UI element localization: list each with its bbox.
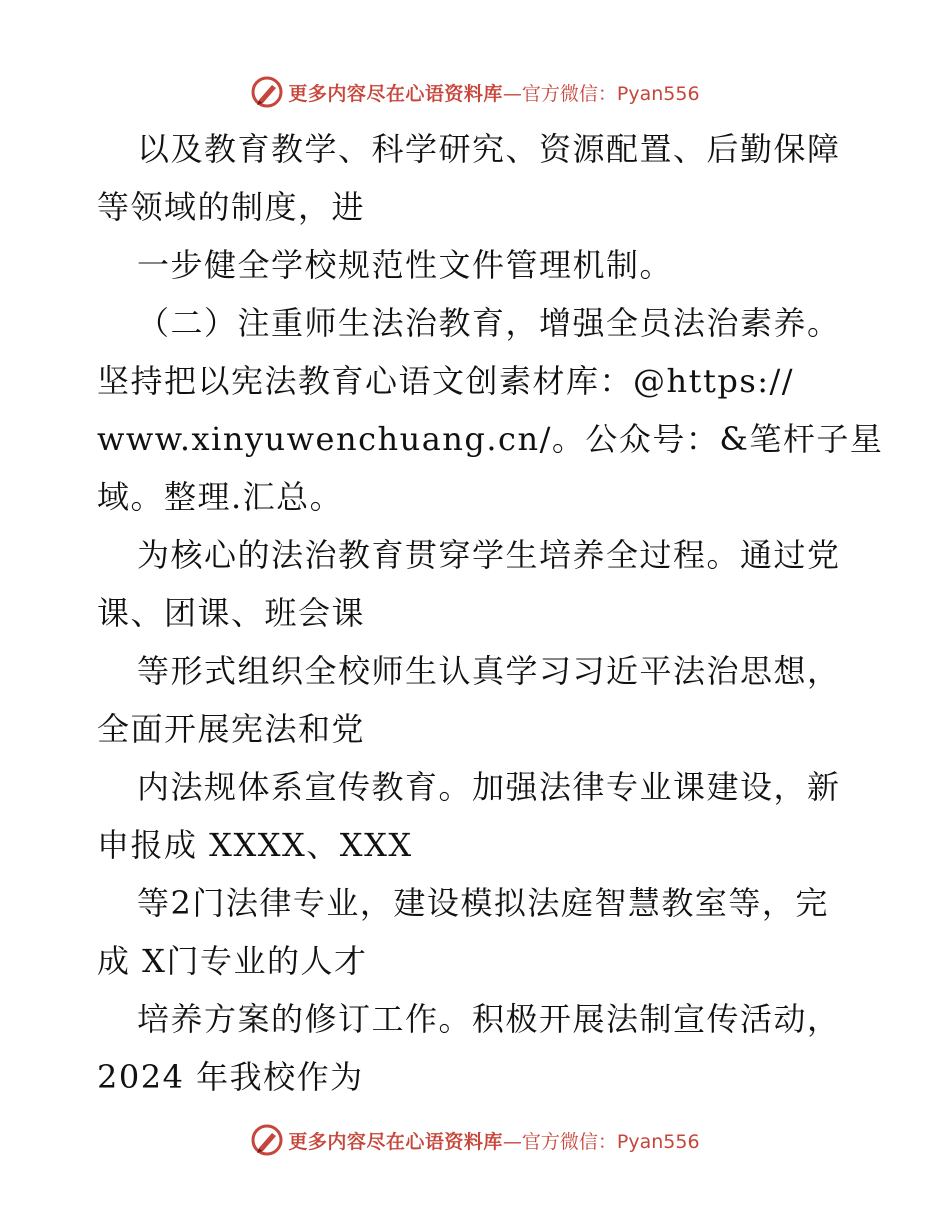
pen-logo-icon	[250, 75, 284, 109]
body-line: 一步健全学校规范性文件管理机制。	[137, 246, 674, 284]
body-line: 内法规体系宣传教育。加强法律专业课建设，新	[137, 768, 841, 806]
footer-watermark	[0, 1120, 950, 1160]
body-line: 2024 年我校作为	[97, 1058, 364, 1096]
section-heading-line: （二）注重师生法治教育，增强全员法治素养。	[137, 304, 841, 342]
body-line: 成 X门专业的人才	[97, 942, 368, 980]
body-line: www.xinyuwenchuang.cn/。公众号：&笔杆子星	[97, 420, 884, 458]
document-body	[97, 120, 884, 1106]
header-watermark-sub: —官方微信：Pyan556	[502, 82, 700, 105]
body-line: 坚持把以宪法教育心语文创素材库：@https://	[97, 362, 795, 400]
header-watermark	[0, 72, 950, 112]
body-line: 培养方案的修订工作。积极开展法制宣传活动，	[137, 1000, 841, 1038]
body-line: 课、团课、班会课	[97, 594, 366, 632]
body-line: 以及教育教学、科学研究、资源配置、后勤保障	[137, 130, 841, 168]
footer-watermark-sub: —官方微信：Pyan556	[502, 1130, 700, 1153]
header-watermark-main: 更多内容尽在心语资料库	[288, 82, 503, 105]
body-line: 域。整理.汇总。	[97, 478, 344, 516]
body-line: 为核心的法治教育贯穿学生培养全过程。通过党	[137, 536, 841, 574]
body-line: 等形式组织全校师生认真学习习近平法治思想，	[137, 652, 841, 690]
body-line: 等2门法律专业，建设模拟法庭智慧教室等，完	[137, 884, 829, 922]
footer-watermark-main: 更多内容尽在心语资料库	[288, 1130, 503, 1153]
body-line: 等领域的制度，进	[97, 188, 366, 226]
body-line: 申报成 XXXX、XXX	[97, 826, 413, 864]
body-line: 全面开展宪法和党	[97, 710, 366, 748]
pen-logo-icon	[250, 1123, 284, 1157]
